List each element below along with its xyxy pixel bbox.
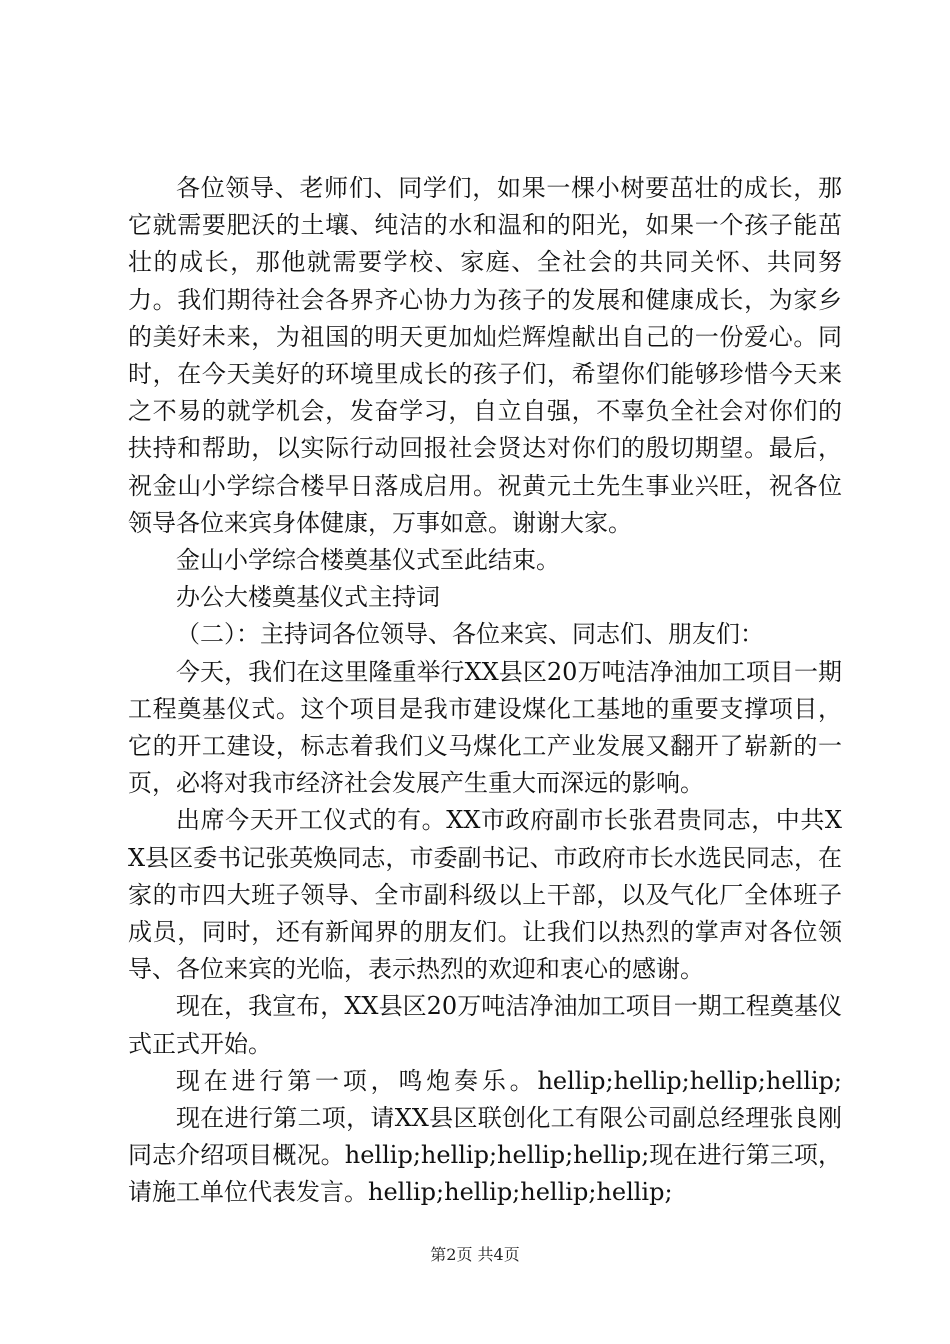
paragraph-project-intro: 今天，我们在这里隆重举行XX县区20万吨洁净油加工项目一期工程奠基仪式。这个项目是我市建设煤化工基地的重要支撑项目，它的开工建设，标志着我们义马煤化工产业发展又翻开了崭新的一页，必将对我市经济社会发展产生重大而深远的影响。 [128,657,842,798]
paragraph-item-one: 现在进行第一项，鸣炮奏乐。hellip;hellip;hellip;hellip; [176,1066,842,1095]
section-title: 办公大楼奠基仪式主持词 [176,583,440,612]
paragraph-closing-speech: 各位领导、老师们、同学们，如果一棵小树要茁壮的成长，那它就需要肥沃的土壤、纯洁的水和温和的阳光，如果一个孩子能茁壮的成长，那他就需要学校、家庭、全社会的共同关怀、共同努力。我们期待社会各界齐心协力为孩子的发展和健康成长，为家乡的美好未来，为祖国的明天更加灿烂辉煌献出自己的一份爱心。同时，在今天美好的环境里成长的孩子们，希望你们能够珍惜今天来之不易的就学机会，发奋学习，自立自强，不辜负全社会对你们的扶持和帮助，以实际行动回报社会贤达对你们的殷切期望。最后，祝金山小学综合楼早日落成启用。祝黄元土先生事业兴旺，祝各位领导各位来宾身体健康，万事如意。谢谢大家。 [128,174,842,537]
page-number-footer: 第2页 共4页 [430,1245,520,1264]
paragraph-ceremony-end: 金山小学综合楼奠基仪式至此结束。 [176,546,560,575]
paragraph-announcement: 现在，我宣布，XX县区20万吨洁净油加工项目一期工程奠基仪式正式开始。 [128,992,842,1058]
paragraph-greeting: （二）：主持词各位领导、各位来宾、同志们、朋友们： [176,620,764,649]
paragraph-attendees: 出席今天开工仪式的有。XX市政府副市长张君贵同志，中共XX县区委书记张英焕同志，市委副书记、市政府市长水选民同志，在家的市四大班子领导、全市副科级以上干部，以及气化厂全体班子成员，同时，还有新闻界的朋友们。让我们以热烈的掌声对各位领导、各位来宾的光临，表示热烈的欢迎和衷心的感谢。 [128,806,842,984]
document-body [128,170,842,1212]
paragraph-items-two-three: 现在进行第二项，请XX县区联创化工有限公司副总经理张良刚同志介绍项目概况。hellip;hellip;hellip;hellip;现在进行第三项，请施工单位代表发言。hellip;hellip;hellip;hellip; [128,1104,842,1207]
